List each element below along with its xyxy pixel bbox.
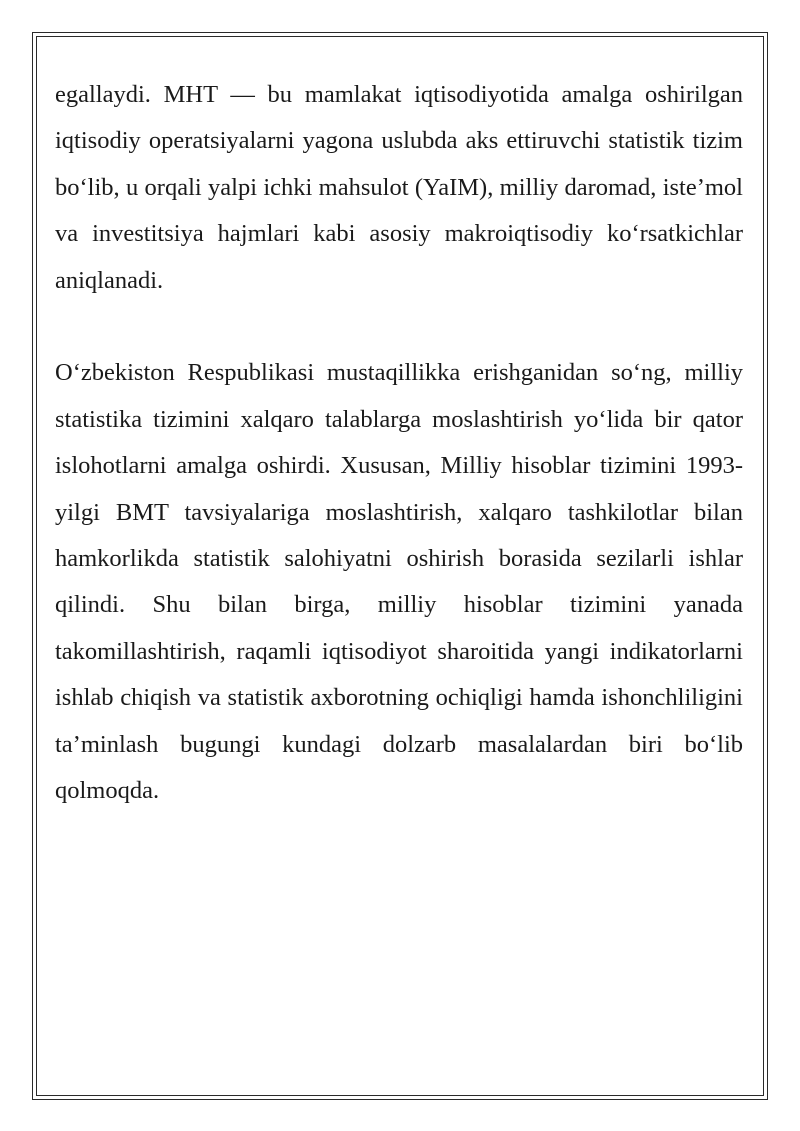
paragraph-mht-definition: egallaydi. MHT — bu mamlakat iqtisodiyotida amalga oshirilgan iqtisodiy operatsiyalarni yagona uslubda aks ettiruvchi statistik tizim bo‘lib, u orqali yalpi ichki mahsulot (YaIM), milliy daromad, iste’mol va investitsiya hajmlari kabi asosiy makroiqtisodiy ko‘rsatkichlar aniqlanadi. bbox=[55, 81, 743, 294]
document-body bbox=[55, 72, 743, 814]
paragraph-uzbekistan-reforms: O‘zbekiston Respublikasi mustaqillikka erishganidan so‘ng, milliy statistika tizimini xalqaro talablarga moslashtirish yo‘lida bir qator islohotlarni amalga oshirdi. Xususan, Milliy hisoblar tizimini 1993-yilgi BMT tavsiyalariga moslashtirish, xalqaro tashkilotlar bilan hamkorlikda statistik salohiyatni oshirish borasida sezilarli ishlar qilindi. Shu bilan birga, milliy hisoblar tizimini yanada takomillashtirish, raqamli iqtisodiyot sharoitida yangi indikatorlarni ishlab chiqish va statistik axborotning ochiqligi hamda ishonchliligini ta’minlash bugungi kundagi dolzarb masalalardan biri bo‘lib qolmoqda. bbox=[55, 359, 743, 805]
